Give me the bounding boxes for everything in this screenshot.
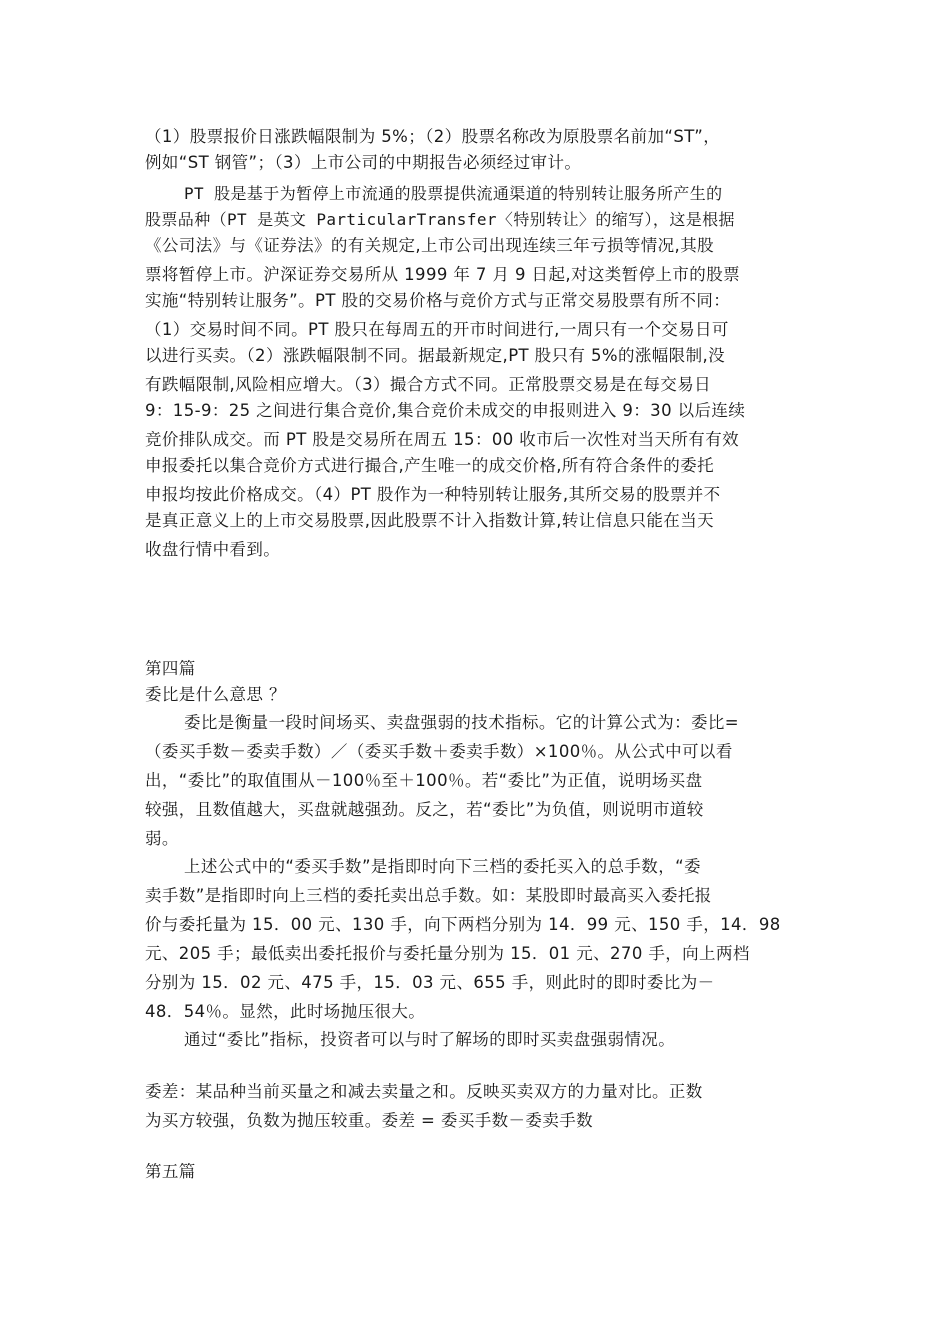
- paragraph-line: （1）交易时间不同。PT 股只在每周五的开市时间进行,一周只有一个交易日可: [145, 320, 729, 339]
- paragraph-line: 申报均按此价格成交。（4）PT 股作为一种特别转让服务,其所交易的股票并不: [145, 485, 721, 504]
- paragraph-line: 以进行买卖。（2）涨跌幅限制不同。据最新规定,PT 股只有 5%的涨幅限制,没: [145, 346, 726, 365]
- paragraph-line: （1）股票报价日涨跌幅限制为 5%；（2）股票名称改为原股票名前加“ST”，: [145, 127, 721, 146]
- paragraph-line: 48．54％。显然，此时场抛压很大。: [145, 1002, 426, 1021]
- paragraph-line: 例如“ST 钢管”；（3）上市公司的中期报告必须经过审计。: [145, 153, 582, 172]
- paragraph-line: 委差：某品种当前买量之和减去卖量之和。反映买卖双方的力量对比。正数: [145, 1082, 703, 1101]
- paragraph-line: 元、205 手；最低卖出委托报价与委托量分别为 15．01 元、270 手，向上两档: [145, 944, 750, 963]
- paragraph-line: 出，“委比”的取值围从－100％至＋100％。若“委比”为正值，说明场买盘: [145, 771, 703, 790]
- paragraph-line: 《公司法》与《证券法》的有关规定,上市公司出现连续三年亏损等情况,其股: [145, 236, 714, 255]
- paragraph-line: 较强，且数值越大，买盘就越强劲。反之，若“委比”为负值，则说明市道较: [145, 800, 704, 819]
- paragraph-line: PT 股是基于为暂停上市流通的股票提供流通渠道的特别转让服务所产生的: [184, 184, 723, 203]
- paragraph-line: 申报委托以集合竞价方式进行撮合,产生唯一的成交价格,所有符合条件的委托: [145, 456, 714, 475]
- paragraph-line: 实施“特别转让服务”。PT 股的交易价格与竞价方式与正常交易股票有所不同：: [145, 291, 731, 310]
- paragraph-line: 是真正意义上的上市交易股票,因此股票不计入指数计算,转让信息只能在当天: [145, 511, 714, 530]
- paragraph-line: 收盘行情中看到。: [145, 540, 281, 559]
- paragraph-line: 价与委托量为 15．00 元、130 手，向下两档分别为 14．99 元、150 手，14．98: [145, 915, 781, 934]
- section-heading: 第五篇: [145, 1162, 196, 1181]
- paragraph-line: 卖手数”是指即时向上三档的委托卖出总手数。如：某股即时最高买入委托报: [145, 886, 712, 905]
- paragraph-line: 9：15-9：25 之间进行集合竞价,集合竞价未成交的申报则进入 9：30 以后连续: [145, 401, 746, 420]
- paragraph-line: 上述公式中的“委买手数”是指即时向下三档的委托买入的总手数，“委: [184, 857, 701, 876]
- paragraph-line: （委买手数－委卖手数）／（委买手数＋委卖手数）×100％。从公式中可以看: [145, 742, 733, 761]
- paragraph-line: 通过“委比”指标，投资者可以与时了解场的即时买卖盘强弱情况。: [184, 1030, 676, 1049]
- section-heading: 第四篇: [145, 659, 196, 678]
- paragraph-line: 有跌幅限制,风险相应增大。（3）撮合方式不同。正常股票交易是在每交易日: [145, 375, 711, 394]
- paragraph-line: 竞价排队成交。而 PT 股是交易所在周五 15：00 收市后一次性对当天所有有效: [145, 430, 739, 449]
- paragraph-line: 弱。: [145, 829, 179, 848]
- paragraph-line: 票将暂停上市。沪深证券交易所从 1999 年 7 月 9 日起,对这类暂停上市的股票: [145, 265, 741, 284]
- paragraph-line: 股票品种（PT 是英文 ParticularTransfer〈特别转让〉的缩写），这是根据: [145, 210, 735, 229]
- article-title: 委比是什么意思 ？: [145, 685, 286, 704]
- paragraph-line: 为买方较强，负数为抛压较重。委差 = 委买手数－委卖手数: [145, 1111, 594, 1130]
- paragraph-line: 委比是衡量一段时间场买、卖盘强弱的技术指标。它的计算公式为：委比=: [184, 713, 740, 732]
- paragraph-line: 分别为 15．02 元、475 手，15．03 元、655 手，则此时的即时委比为－: [145, 973, 715, 992]
